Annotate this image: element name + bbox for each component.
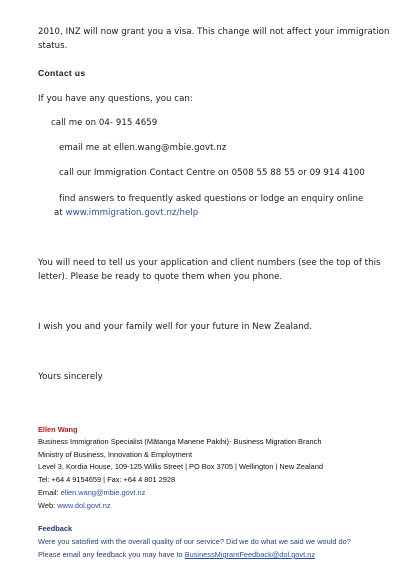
tel-fax: Tel: +64 4 9154659 | Fax: +64 4 801 2928 xyxy=(38,475,176,484)
call-me-item: call me on 04- 915 4659 xyxy=(51,118,158,128)
feedback-email-link[interactable]: BusinessMigrantFeedback@dol.govt.nz xyxy=(184,550,316,559)
signatory-name: Ellen Wang xyxy=(38,425,78,434)
find-answers-item: find answers to frequently asked questions or lodge an enquiry online xyxy=(59,194,364,204)
feedback-question: Were you satisfied with the overall quality of our service? Did we do what we said we would do? xyxy=(38,537,351,546)
office-address: Level 3, Kordia House, 109-125 Willis Street | PO Box 3705 | Wellington | New Zealand xyxy=(38,462,323,471)
signatory-title: Business Immigration Specialist (Mātanga Manene Pakihi)- Business Migration Branch xyxy=(38,437,322,446)
find-answers-line-2 xyxy=(54,208,198,218)
find-answers-at: at xyxy=(54,208,63,218)
web-line xyxy=(38,501,111,510)
numbers-line-1: You will need to tell us your application and client numbers (see the top of this xyxy=(38,258,381,268)
feedback-request xyxy=(38,550,315,559)
feedback-request-text: Please email any feedback you may have to xyxy=(38,550,183,559)
contact-intro: If you have any questions, you can: xyxy=(38,94,193,104)
intro-line-2: status. xyxy=(38,41,68,51)
contact-heading: Contact us xyxy=(38,68,86,78)
email-line xyxy=(38,488,145,497)
call-centre-item: call our Immigration Contact Centre on 0508 55 88 55 or 09 914 4100 xyxy=(59,168,365,178)
intro-line-1: 2010, INZ will now grant you a visa. This change will not affect your immigration xyxy=(38,27,390,37)
dol-website-link[interactable]: www.dol.govt.nz xyxy=(57,501,111,510)
web-label: Web: xyxy=(38,501,56,510)
closing: Yours sincerely xyxy=(38,372,103,382)
ministry-name: Ministry of Business, Innovation & Employment xyxy=(38,450,193,459)
numbers-line-2: letter). Please be ready to quote them when you phone. xyxy=(38,272,283,282)
immigration-help-link[interactable]: www.immigration.govt.nz/help xyxy=(65,208,199,218)
feedback-heading: Feedback xyxy=(38,524,73,533)
email-label: Email: xyxy=(38,488,59,497)
signatory-email-link[interactable]: ellen.wang@mbie.govt.nz xyxy=(60,488,146,497)
email-me-item: email me at ellen.wang@mbie.govt.nz xyxy=(59,143,227,153)
wish-line: I wish you and your family well for your future in New Zealand. xyxy=(38,322,313,332)
